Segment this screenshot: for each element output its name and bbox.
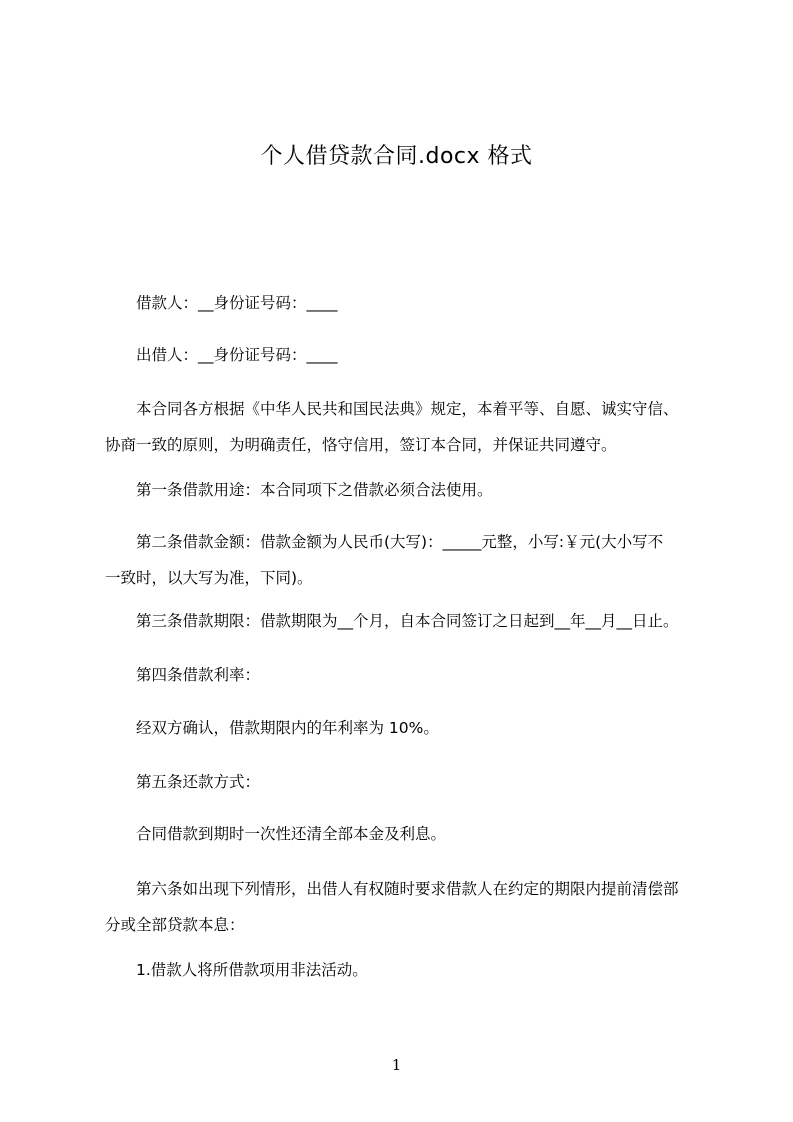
article-2-line-2: 一致时，以大写为准，下同)。 (105, 569, 313, 587)
preamble-paragraph (105, 399, 701, 455)
article-5-heading (105, 772, 701, 792)
article-6-line-2: 分或全部贷款本息： (105, 916, 245, 934)
article-3-text: 第三条借款期限：借款期限为__个月，自本合同签订之日起到__年__月__日止。 (136, 612, 679, 630)
list-item-1-text: 1.借款人将所借款项用非法活动。 (136, 961, 368, 979)
preamble-line-1: 本合同各方根据《中华人民共和国民法典》规定，本着平等、自愿、诚实守信、 (136, 400, 679, 418)
article-6-line-1: 第六条如出现下列情形，出借人有权随时要求借款人在约定的期限内提前清偿部 (136, 880, 679, 898)
article-4-heading-text: 第四条借款利率： (136, 666, 261, 684)
article-1 (105, 480, 701, 500)
article-4-heading (105, 665, 701, 685)
interest-rate-line (105, 718, 701, 738)
lender-line (105, 345, 701, 365)
page-number: 1 (391, 1056, 402, 1074)
repayment-text: 合同借款到期时一次性还清全部本金及利息。 (136, 825, 447, 843)
article-6 (105, 879, 701, 935)
lender-text: 出借人：__身份证号码：____ (136, 346, 338, 364)
interest-rate-text: 经双方确认，借款期限内的年利率为 10%。 (136, 719, 439, 737)
preamble-line-2: 协商一致的原则，为明确责任，恪守信用，签订本合同，并保证共同遵守。 (105, 436, 617, 454)
article-2 (105, 532, 701, 588)
list-item-1 (105, 960, 701, 980)
borrower-text: 借款人：__身份证号码：____ (136, 294, 338, 312)
article-1-text: 第一条借款用途：本合同项下之借款必须合法使用。 (136, 481, 493, 499)
repayment-line (105, 824, 701, 844)
article-5-heading-text: 第五条还款方式： (136, 773, 261, 791)
article-2-line-1: 第二条借款金额：借款金额为人民币(大写)：_____元整，小写:￥元(大小写不 (136, 533, 664, 551)
article-3 (105, 611, 701, 631)
borrower-line (105, 293, 701, 313)
document-title: 个人借贷款合同.docx 格式 (260, 144, 533, 169)
